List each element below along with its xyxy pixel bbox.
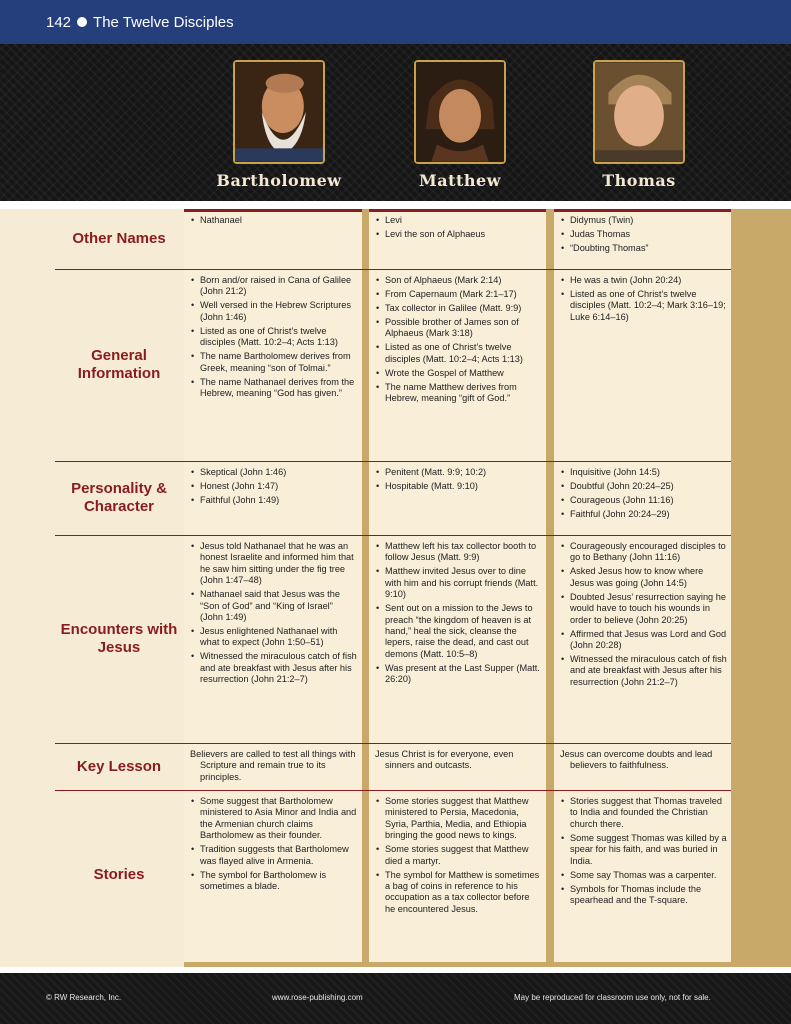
list-item: • Well versed in the Hebrew Scriptures (John 1:46)	[190, 300, 358, 323]
list-item: • Listed as one of Christ’s twelve disciples (Matt. 10:2–4; Acts 1:13)	[375, 342, 542, 365]
cell-text: Jesus Christ is for everyone, even sinners and outcasts.	[375, 749, 514, 771]
list-item: • The symbol for Bartholomew is sometimes a blade.	[190, 870, 358, 893]
footer-website: www.rose-publishing.com	[272, 993, 363, 1002]
list-item: • Nathanael said that Jesus was the “Son of God” and “King of Israel” (John 1:49)	[190, 589, 358, 623]
cell-text: Believers are called to test all things with Scripture and remain true to its principles.	[190, 749, 356, 782]
page-header	[0, 0, 791, 44]
list-item: • Didymus (Twin)	[560, 215, 727, 226]
bullet-list	[190, 541, 358, 686]
list-item: • The symbol for Matthew is sometimes a bag of coins in reference to his occupation as a tax collector before he encountered Jesus.	[375, 870, 542, 916]
divider	[0, 201, 791, 209]
page-number: 142	[46, 13, 72, 31]
footer-notice: May be reproduced for classroom use only, not for sale.	[514, 993, 711, 1002]
bullet-list	[190, 215, 358, 226]
cell-stories-thomas	[554, 792, 731, 909]
cell-general-information-matthew	[369, 271, 546, 407]
list-item: • Witnessed the miraculous catch of fish and ate breakfast with Jesus after his resurrection (John 21:2–7)	[190, 651, 358, 685]
list-item: • Skeptical (John 1:46)	[190, 467, 358, 478]
list-item: • Wrote the Gospel of Matthew	[375, 368, 542, 379]
list-item: • Levi the son of Alphaeus	[375, 229, 542, 240]
bullet-list	[190, 275, 358, 399]
list-item: • Son of Alphaeus (Mark 2:14)	[375, 275, 542, 286]
bullet-list	[190, 796, 358, 892]
list-item: • “Doubting Thomas”	[560, 243, 727, 254]
list-item: • Some stories suggest that Matthew ministered to Persia, Macedonia, Syria, Parthia, Media, and Ethiopia bringing the good news to kings.	[375, 796, 542, 842]
list-item: • Affirmed that Jesus was Lord and God (John 20:28)	[560, 629, 727, 652]
list-item: • Matthew invited Jesus over to dine with him and his corrupt friends (Matt. 9:10)	[375, 566, 542, 600]
bullet-dot-icon	[77, 17, 87, 27]
row-label-other-names: Other Names	[72, 230, 166, 247]
cell-personality-character-matthew	[369, 463, 546, 495]
list-item: • The name Matthew derives from Hebrew, meaning “gift of God.”	[375, 382, 542, 405]
bullet-list	[560, 541, 727, 688]
list-item: • Sent out on a mission to the Jews to preach “the kingdom of heaven is at hand,” heal the sick, cleanse the lepers, raise the dead, and cast out demons (Matt. 10:5–8)	[375, 603, 542, 660]
bartholomew-portrait-image	[233, 60, 325, 164]
list-item: • Jesus told Nathanael that he was an honest Israelite and informed him that he saw him sitting under the fig tree (John 1:47–48)	[190, 541, 358, 587]
list-item: • Possible brother of James son of Alphaeus (Mark 3:18)	[375, 317, 542, 340]
bullet-list	[375, 541, 542, 686]
disciple-name-matthew: Matthew	[419, 171, 501, 190]
list-item: • Some suggest that Bartholomew ministered to Asia Minor and India and the Armenian church claims Bartholomew as their founder.	[190, 796, 358, 842]
disciple-name-thomas: Thomas	[602, 171, 676, 190]
row-label-key-lesson: Key Lesson	[76, 757, 162, 775]
row-label-personality-character: Personality & Character	[71, 480, 167, 515]
page-title: The Twelve Disciples	[93, 13, 234, 31]
list-item: • Stories suggest that Thomas traveled to India and founded the Christian church there.	[560, 796, 727, 830]
cell-other-names-matthew	[369, 211, 546, 243]
cell-key-lesson-thomas	[554, 745, 731, 772]
disciple-name-bartholomew: Bartholomew	[216, 171, 342, 190]
list-item: • Honest (John 1:47)	[190, 481, 358, 492]
matthew-portrait-image	[414, 60, 506, 164]
list-item: • Listed as one of Christ’s twelve disciples (Matt. 10:2–4; Acts 1:13)	[190, 326, 358, 349]
page-footer	[0, 973, 791, 1024]
bullet-list	[375, 215, 542, 240]
row-label-general-information: General Information	[77, 347, 161, 382]
list-item: • Penitent (Matt. 9:9; 10:2)	[375, 467, 542, 478]
bullet-list	[375, 467, 542, 492]
cell-general-information-thomas	[554, 271, 731, 326]
list-item: • Courageously encouraged disciples to go to Bethany (John 11:16)	[560, 541, 727, 564]
cell-stories-bartholomew	[184, 792, 362, 895]
cell-text: Jesus can overcome doubts and lead believers to faithfulness.	[560, 749, 713, 771]
cell-general-information-bartholomew	[184, 271, 362, 402]
list-item: • Tax collector in Galilee (Matt. 9:9)	[375, 303, 542, 314]
row-label-stories: Stories	[93, 865, 145, 883]
list-item: • Judas Thomas	[560, 229, 727, 240]
comparison-table	[0, 209, 791, 967]
list-item: • From Capernaum (Mark 2:1–17)	[375, 289, 542, 300]
cell-personality-character-bartholomew	[184, 463, 362, 509]
list-item: • Symbols for Thomas include the spearhead and the T-square.	[560, 884, 727, 907]
list-item: • Levi	[375, 215, 542, 226]
list-item: • The name Bartholomew derives from Greek, meaning “son of Tolmai.”	[190, 351, 358, 374]
row-label-encounters-with-jesus: Encounters with Jesus	[60, 621, 178, 656]
bullet-list	[560, 215, 727, 254]
portrait-banner	[0, 44, 791, 201]
list-item: • He was a twin (John 20:24)	[560, 275, 727, 286]
cell-encounters-with-jesus-bartholomew	[184, 537, 362, 688]
list-item: • Witnessed the miraculous catch of fish and ate breakfast with Jesus after his resurrection (John 21:2–7)	[560, 654, 727, 688]
list-item: • Hospitable (Matt. 9:10)	[375, 481, 542, 492]
cell-personality-character-thomas	[554, 463, 731, 523]
cell-other-names-bartholomew	[184, 211, 362, 229]
list-item: • Jesus enlightened Nathanael with what to expect (John 1:50–51)	[190, 626, 358, 649]
bullet-list	[560, 467, 727, 520]
list-item: • Some suggest Thomas was killed by a spear for his faith, and was buried in India.	[560, 833, 727, 867]
list-item: • Matthew left his tax collector booth to follow Jesus (Matt. 9:9)	[375, 541, 542, 564]
bullet-list	[375, 275, 542, 405]
list-item: • Courageous (John 11:16)	[560, 495, 727, 506]
cell-stories-matthew	[369, 792, 546, 918]
list-item: • Doubted Jesus’ resurrection saying he would have to touch his wounds in order to believe (John 20:25)	[560, 592, 727, 626]
list-item: • Tradition suggests that Bartholomew was flayed alive in Armenia.	[190, 844, 358, 867]
cell-other-names-thomas	[554, 211, 731, 257]
list-item: • Doubtful (John 20:24–25)	[560, 481, 727, 492]
list-item: • Faithful (John 1:49)	[190, 495, 358, 506]
bullet-list	[560, 275, 727, 323]
list-item: • Was present at the Last Supper (Matt. 26:20)	[375, 663, 542, 686]
list-item: • Asked Jesus how to know where Jesus was going (John 14:5)	[560, 566, 727, 589]
bullet-list	[375, 796, 542, 915]
cell-encounters-with-jesus-matthew	[369, 537, 546, 688]
list-item: • Born and/or raised in Cana of Galilee (John 21:2)	[190, 275, 358, 298]
cell-key-lesson-matthew	[369, 745, 546, 772]
list-item: • Some say Thomas was a carpenter.	[560, 870, 727, 881]
list-item: • Listed as one of Christ’s twelve disciples (Matt. 10:2–4; Mark 3:16–19; Luke 6:14–16)	[560, 289, 727, 323]
bullet-list	[560, 796, 727, 906]
cell-encounters-with-jesus-thomas	[554, 537, 731, 691]
list-item: • Faithful (John 20:24–29)	[560, 509, 727, 520]
thomas-portrait-image	[593, 60, 685, 164]
bullet-list	[190, 467, 358, 506]
list-item: • Nathanael	[190, 215, 358, 226]
cell-key-lesson-bartholomew	[184, 745, 362, 783]
list-item: • The name Nathanael derives from the Hebrew, meaning “God has given.”	[190, 377, 358, 400]
list-item: • Inquisitive (John 14:5)	[560, 467, 727, 478]
list-item: • Some stories suggest that Matthew died a martyr.	[375, 844, 542, 867]
footer-copyright: © RW Research, Inc.	[46, 993, 122, 1002]
